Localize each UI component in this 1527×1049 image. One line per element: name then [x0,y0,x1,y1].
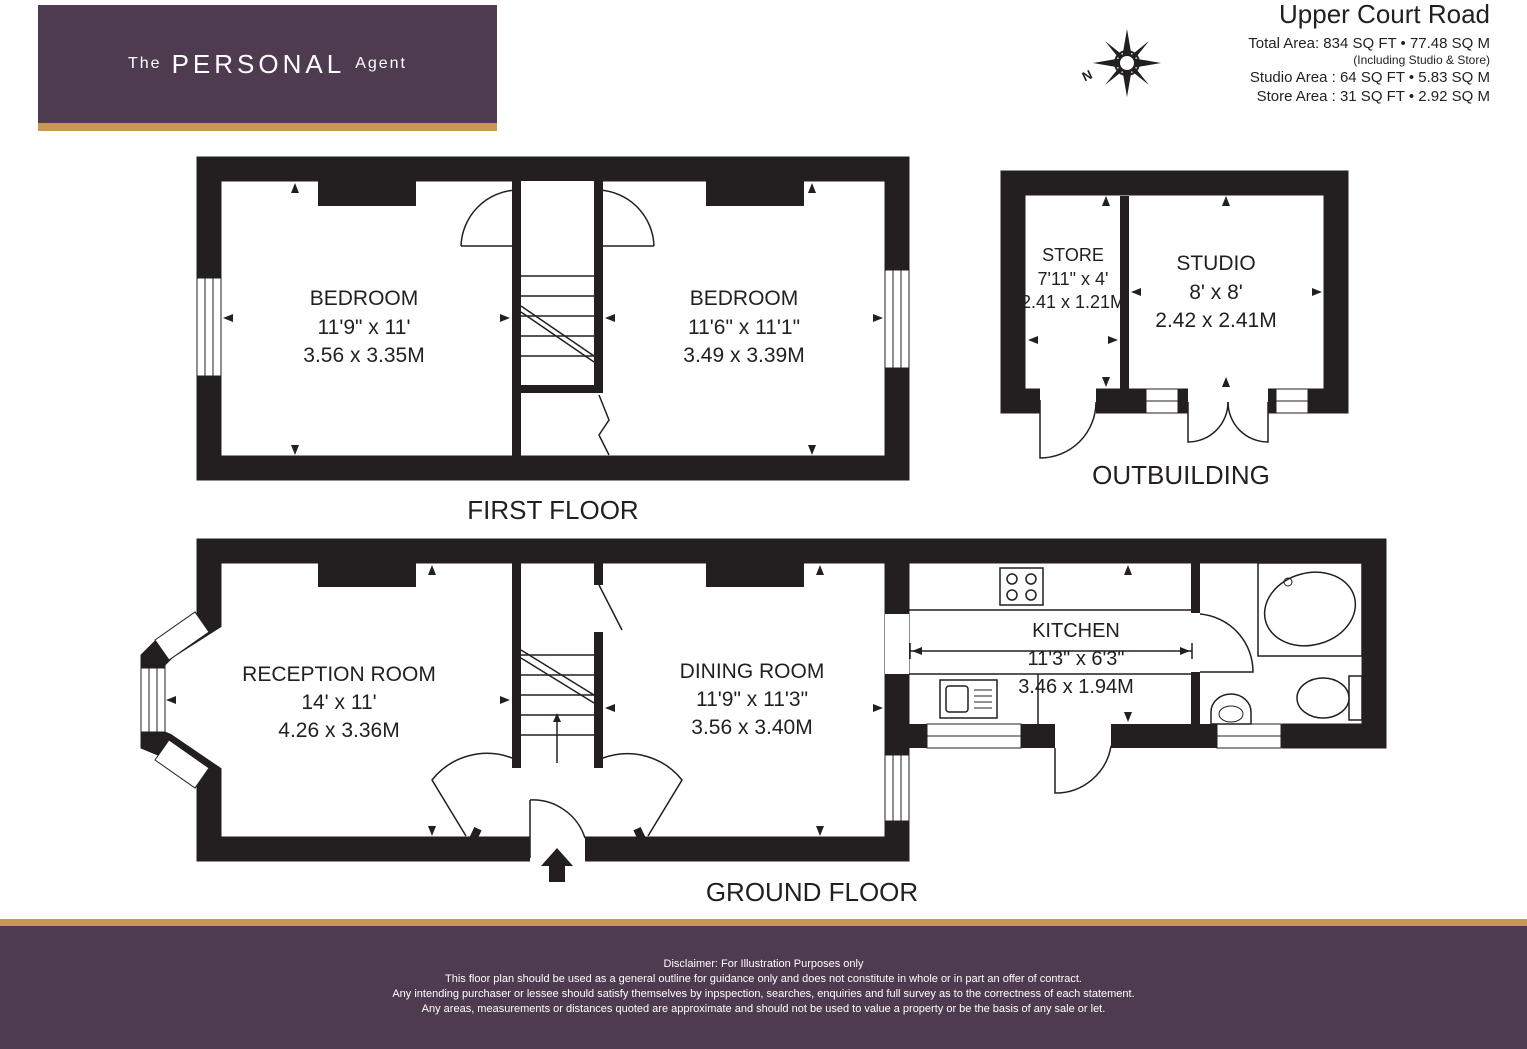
room-bedroom-1 [303,287,424,367]
compass-rose-icon [1093,29,1161,97]
first-floor-title: FIRST FLOOR [467,495,639,525]
disclaimer-title: Disclaimer: For Illustration Purposes only [663,958,864,970]
room-kitchen [1018,620,1134,698]
room-imperial-size: 11'3" x 6'3" [1027,648,1125,670]
outbuilding-title: OUTBUILDING [1092,460,1270,490]
compass-north-label: N [1079,66,1095,85]
room-metric-size: 4.26 x 3.36M [278,719,400,742]
disclaimer-line: Any areas, measurements or distances quoted are approximate and should not be used to value a property or be the basis of any sale or let. [421,1003,1106,1015]
room-metric-size: 3.49 x 3.39M [683,344,805,367]
basin-icon [1211,694,1251,724]
total-area: Total Area: 834 SQ FT • 77.48 SQ M [1248,35,1490,52]
room-studio [1155,252,1276,332]
entrance-arrow-icon [541,848,573,882]
room-name: BEDROOM [309,287,419,310]
room-imperial-size: 14' x 11' [301,691,377,714]
disclaimer-line: Any intending purchaser or lessee should satisfy themselves by inpspection, searches, enquiries and full survey as to the correctness of each statement. [392,988,1135,1000]
room-bedroom-2 [683,287,804,367]
room-name: RECEPTION ROOM [242,663,436,686]
room-name: STORE [1042,245,1104,265]
room-metric-size: 2.42 x 2.41M [1155,309,1277,332]
disclaimer-line: This floor plan should be used as a general outline for guidance only and does not constitute in whole or in part an offer of contract. [445,973,1082,985]
room-metric-size: 3.56 x 3.35M [303,344,425,367]
room-name: BEDROOM [689,287,799,310]
studio-area: Studio Area : 64 SQ FT • 5.83 SQ M [1249,69,1490,86]
brand-prefix: The [128,55,162,72]
room-metric-size: 3.56 x 3.40M [691,716,813,739]
bath-icon [1258,563,1362,656]
room-name: DINING ROOM [679,660,825,683]
toilet-icon [1349,676,1362,720]
first-floor-plan [197,169,909,468]
room-name: KITCHEN [1032,620,1120,642]
room-imperial-size: 11'9" x 11'3" [695,688,809,711]
room-imperial-size: 11'6" x 11'1" [687,316,801,339]
ground-floor-title: GROUND FLOOR [705,877,919,907]
brand-suffix: Agent [355,55,407,72]
store-area: Store Area : 31 SQ FT • 2.92 SQ M [1256,88,1490,105]
room-name: STUDIO [1176,252,1256,275]
brand-name: PERSONAL [171,48,346,79]
room-metric-size: 3.46 x 1.94M [1018,676,1134,698]
room-imperial-size: 11'9" x 11' [317,316,411,339]
room-reception [242,663,436,742]
room-metric-size: 2.41 x 1.21M [1020,292,1126,312]
room-dining [680,660,825,739]
room-imperial-size: 8' x 8' [1189,281,1243,304]
hob-icon [1000,568,1043,605]
room-store [1021,245,1125,312]
room-imperial-size: 7'11" x 4' [1037,269,1109,289]
total-area-note: (Including Studio & Store) [1353,53,1490,67]
footer-accent-stripe [0,919,1527,926]
disclaimer-footer [0,926,1527,1049]
property-address: Upper Court Road [1279,0,1490,29]
